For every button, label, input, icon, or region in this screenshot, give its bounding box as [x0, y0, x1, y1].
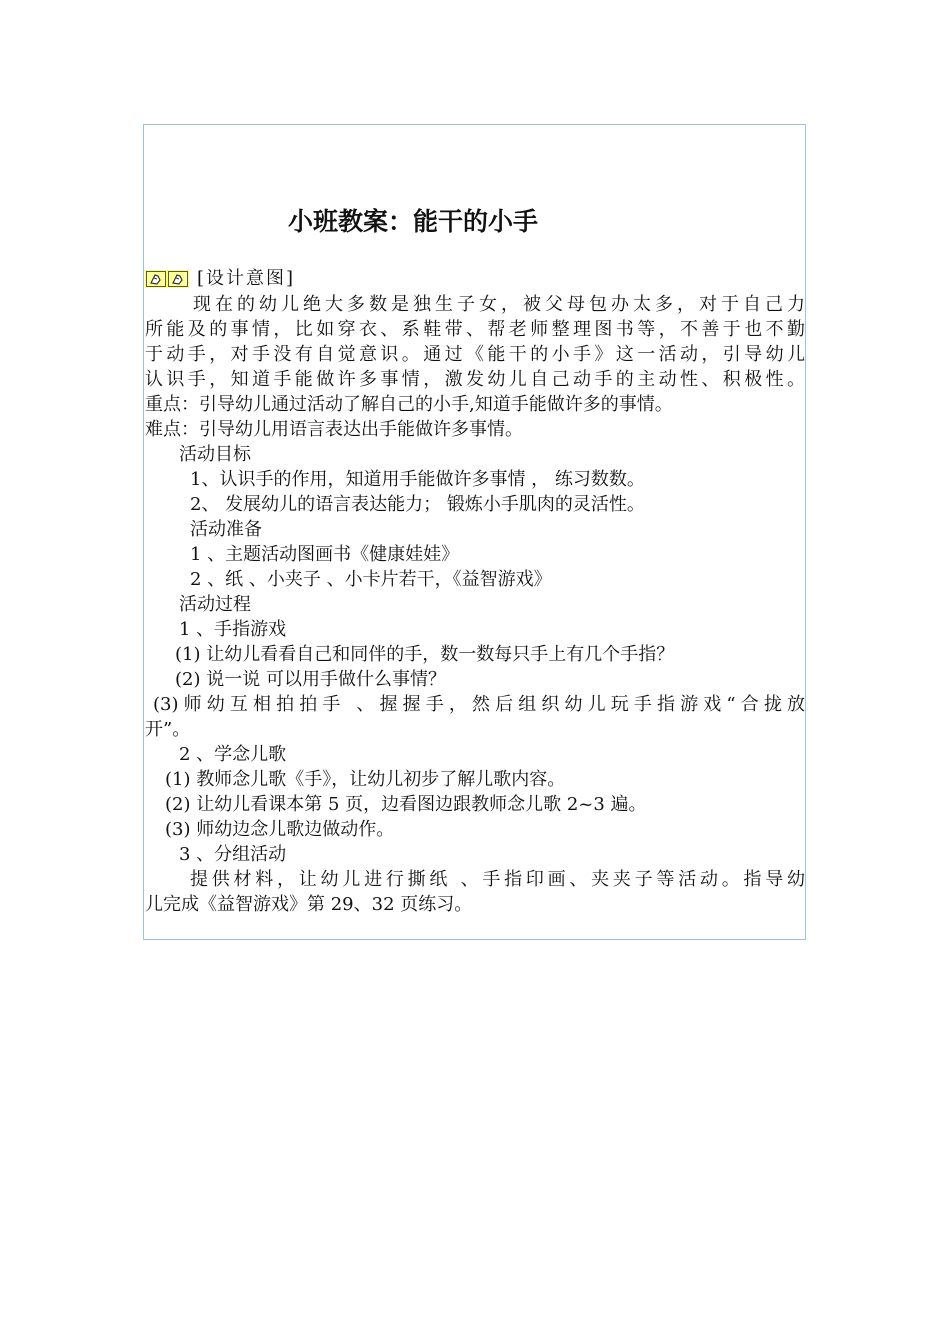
section-heading: 活动过程 — [179, 594, 251, 615]
paragraph-line: 于动手，对手没有自觉意识。通过《能干的小手》这一活动，引导幼儿 — [145, 344, 805, 365]
subsection-heading: 3 、分组活动 — [179, 844, 287, 865]
intent-heading: [设计意图] — [197, 268, 296, 289]
list-item: (3) 师幼边念儿歌边做动作。 — [165, 819, 395, 840]
icon-strip — [145, 270, 189, 288]
subsection-heading: 1 、手指游戏 — [179, 619, 287, 640]
paragraph-line: 现在的幼儿绝大多数是独生子女，被父母包办太多，对于自己力 — [193, 294, 805, 315]
difficulty-point: 难点：引导幼儿用语言表达出手能做许多事情。 — [145, 419, 523, 440]
section-heading: 活动准备 — [190, 519, 262, 540]
list-item: 1、认识手的作用，知道用手能做许多事情 ， 练习数数。 — [190, 469, 645, 490]
paragraph-line: 提供材料，让幼儿进行撕纸 、手指印画、夹夹子等活动。指导幼 — [190, 869, 805, 890]
list-item: 1 、主题活动图画书《健康娃娃》 — [190, 544, 460, 565]
list-item: 2 、纸 、小夹子 、小卡片若干，《益智游戏》 — [190, 569, 552, 590]
list-item: (2) 让幼儿看课本第 5 页，边看图边跟教师念儿歌 2~3 遍。 — [165, 794, 647, 815]
list-item: 2、 发展幼儿的语言表达能力； 锻炼小手肌肉的灵活性。 — [190, 494, 645, 515]
hand-icon — [168, 271, 188, 287]
paragraph-line: 所能及的事情，比如穿衣、系鞋带、帮老师整理图书等，不善于也不勤 — [145, 319, 805, 340]
subsection-heading: 2 、学念儿歌 — [179, 744, 287, 765]
hand-icon — [146, 271, 166, 287]
paragraph-line: 儿完成《益智游戏》第 29、32 页练习。 — [145, 894, 473, 915]
page-title: 小班教案：能干的小手 — [288, 207, 539, 236]
paragraph-line: 认识手，知道手能做许多事情，激发幼儿自己动手的主动性、积极性。 — [145, 369, 805, 390]
key-point: 重点：引导幼儿通过活动了解自己的小手,知道手能做许多的事情。 — [145, 394, 673, 415]
list-item: (3)师幼互相拍拍手 、握握手，然后组织幼儿玩手指游戏“合拢放 — [153, 694, 805, 715]
list-item: (2) 说一说 可以用手做什么事情？ — [175, 669, 446, 690]
list-item: (1) 教师念儿歌《手》，让幼儿初步了解儿歌内容。 — [165, 769, 566, 790]
section-heading: 活动目标 — [179, 444, 251, 465]
list-item-continuation: 开”。 — [145, 719, 191, 740]
list-item: (1) 让幼儿看看自己和同伴的手，数一数每只手上有几个手指？ — [175, 644, 675, 665]
